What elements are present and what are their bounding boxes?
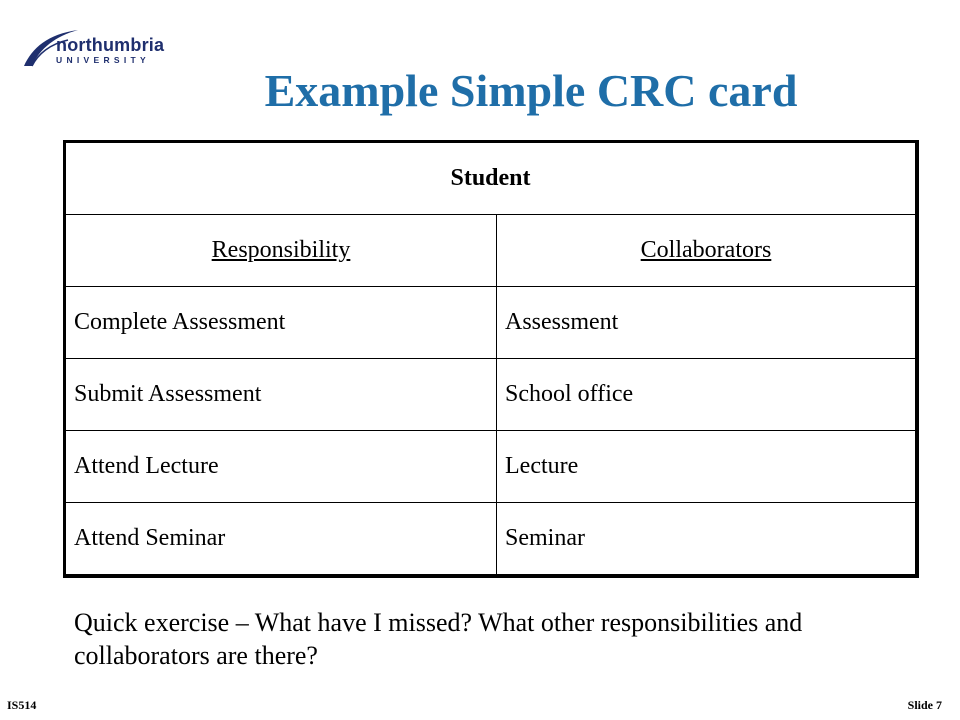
responsibility-cell: Complete Assessment: [65, 287, 497, 359]
collaborator-cell: School office: [497, 359, 918, 431]
class-name-cell: Student: [65, 142, 918, 215]
table-row: [65, 359, 918, 431]
table-row: [65, 287, 918, 359]
logo-subtitle: UNIVERSITY: [56, 55, 151, 65]
logo-wordmark: northumbria: [56, 35, 165, 55]
class-name-row: [65, 142, 918, 215]
crc-card-table: [63, 140, 919, 578]
slide-number-value: 7: [936, 698, 942, 712]
footer-course-code: IS514: [7, 698, 37, 712]
collaborators-header: Collaborators: [497, 215, 918, 287]
table-row: [65, 503, 918, 577]
table-row: [65, 431, 918, 503]
slide-label: Slide: [907, 698, 933, 712]
footer-slide-number: [908, 698, 942, 713]
responsibility-cell: Submit Assessment: [65, 359, 497, 431]
header-row: [65, 215, 918, 287]
exercise-prompt: Quick exercise – What have I missed? What other responsibilities and collaborators are there?: [74, 608, 803, 670]
collaborator-cell: Assessment: [497, 287, 918, 359]
collaborator-cell: Lecture: [497, 431, 918, 503]
responsibility-cell: Attend Seminar: [65, 503, 497, 577]
responsibility-header: Responsibility: [65, 215, 497, 287]
responsibility-cell: Attend Lecture: [65, 431, 497, 503]
slide-title: Example Simple CRC card: [264, 65, 798, 116]
collaborator-cell: Seminar: [497, 503, 918, 577]
